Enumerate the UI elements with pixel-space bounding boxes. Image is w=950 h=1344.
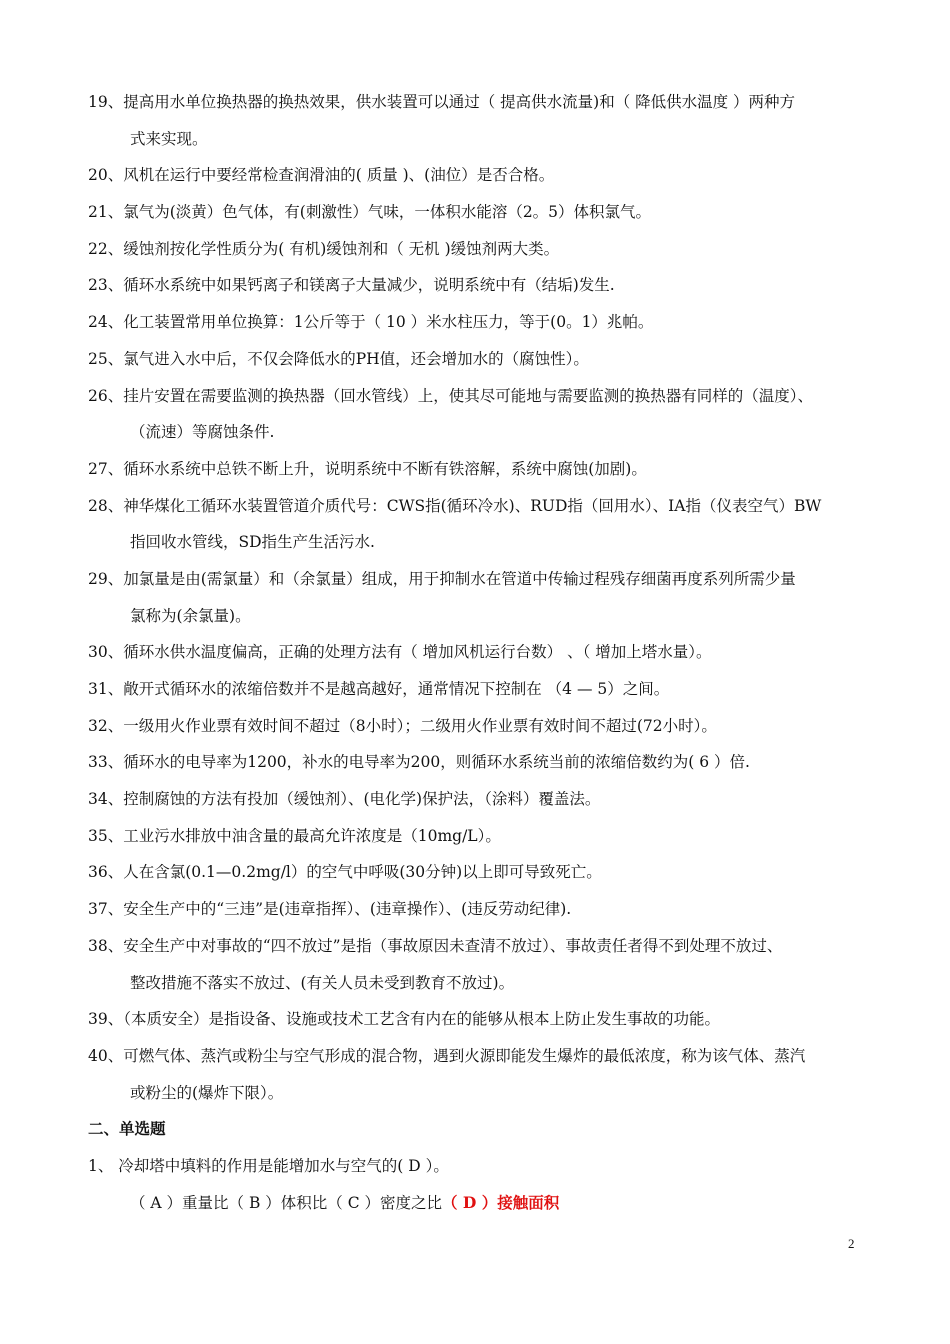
q28-line2: 指回收水管线，SD指生产生活污水.	[130, 533, 375, 552]
q38-line1: 38、安全生产中对事故的“四不放过”是指（事故原因未查清不放过）、事故责任者得不到处理不放过、	[88, 936, 783, 955]
q23: 23、循环水系统中如果钙离子和镁离子大量减少，说明系统中有（结垢)发生.	[88, 276, 615, 295]
q29-line1: 29、加氯量是由(需氯量）和（余氯量）组成，用于抑制水在管道中传输过程残存细菌再度系列所需少量	[88, 569, 796, 588]
q40-line2: 或粉尘的(爆炸下限）。	[130, 1083, 284, 1102]
q29-line2: 氯称为(余氯量)。	[130, 606, 251, 625]
q21: 21、氯气为(淡黄）色气体，有(刺激性）气味，一体积水能溶（2。5）体积氯气。	[88, 203, 652, 222]
mc-answer-option: （ D ）接触面积	[442, 1192, 560, 1212]
q33: 33、循环水的电导率为1200，补水的电导率为200，则循环水系统当前的浓缩倍数约为( 6 ）倍.	[88, 753, 750, 772]
section-heading: 二、单选题	[88, 1119, 166, 1139]
q36: 36、人在含氯(0.1—0.2mg/l）的空气中呼吸(30分钟)以上即可导致死亡。	[88, 863, 602, 882]
q31: 31、敞开式循环水的浓缩倍数并不是越高越好，通常情况下控制在 （4 — 5）之间。	[88, 680, 670, 698]
q34: 34、控制腐蚀的方法有投加（缓蚀剂）、(电化学)保护法，（涂料）覆盖法。	[88, 790, 601, 809]
q32: 32、一级用火作业票有效时间不超过（8小时）；二级用火作业票有效时间不超过(72小时）。	[88, 716, 717, 735]
q39: 39、（本质安全）是指设备、设施或技术工艺含有内在的能够从根本上防止发生事故的功能。	[88, 1010, 720, 1029]
q30: 30、循环水供水温度偏高，正确的处理方法有（ 增加风机运行台数） 、（ 增加上塔水量）。	[88, 643, 712, 662]
q28-line1: 28、神华煤化工循环水装置管道介质代号：CWS指(循环冷水)、RUD指（回用水）、IA指（仪表空气）BW	[88, 496, 822, 515]
page-number: 2	[848, 1236, 855, 1251]
q20: 20、风机在运行中要经常检查润滑油的( 质量 )、(油位）是否合格。	[88, 166, 555, 185]
q27: 27、循环水系统中总铁不断上升，说明系统中不断有铁溶解，系统中腐蚀(加剧)。	[88, 459, 647, 478]
document-body	[88, 84, 878, 1221]
q25: 25、氯气进入水中后，不仅会降低水的PH值，还会增加水的（腐蚀性）。	[88, 349, 589, 368]
q35: 35、工业污水排放中油含量的最高允许浓度是（10mg/L）。	[88, 826, 501, 845]
q26-line2: （流速）等腐蚀条件.	[130, 423, 275, 442]
q22: 22、缓蚀剂按化学性质分为( 有机)缓蚀剂和（ 无机 )缓蚀剂两大类。	[88, 239, 560, 258]
mc-question-1: 1、 冷却塔中填料的作用是能增加水与空气的( D ）。	[88, 1156, 449, 1175]
q37: 37、安全生产中的“三违”是(违章指挥）、(违章操作）、(违反劳动纪律).	[88, 900, 572, 919]
q19-line2: 式来实现。	[130, 129, 208, 148]
q26-line1: 26、挂片安置在需要监测的换热器（回水管线）上，使其尽可能地与需要监测的换热器有同样的（温度）、	[88, 386, 813, 405]
q40-line1: 40、可燃气体、蒸汽或粉尘与空气形成的混合物，遇到火源即能发生爆炸的最低浓度，称为该气体、蒸汽	[88, 1046, 806, 1065]
mc-options-plain: （ A ）重量比（ B ）体积比（ C ）密度之比	[130, 1193, 443, 1212]
q24: 24、化工装置常用单位换算：1公斤等于（ 10 ）米水柱压力，等于(0。1）兆帕。	[88, 313, 654, 332]
mc-options	[88, 1185, 878, 1222]
q19-line1: 19、提高用水单位换热器的换热效果，供水装置可以通过（ 提高供水流量)和（ 降低供水温度 ）两种方	[88, 93, 796, 111]
q38-line2: 整改措施不落实不放过、(有关人员未受到教育不放过)。	[130, 973, 515, 992]
